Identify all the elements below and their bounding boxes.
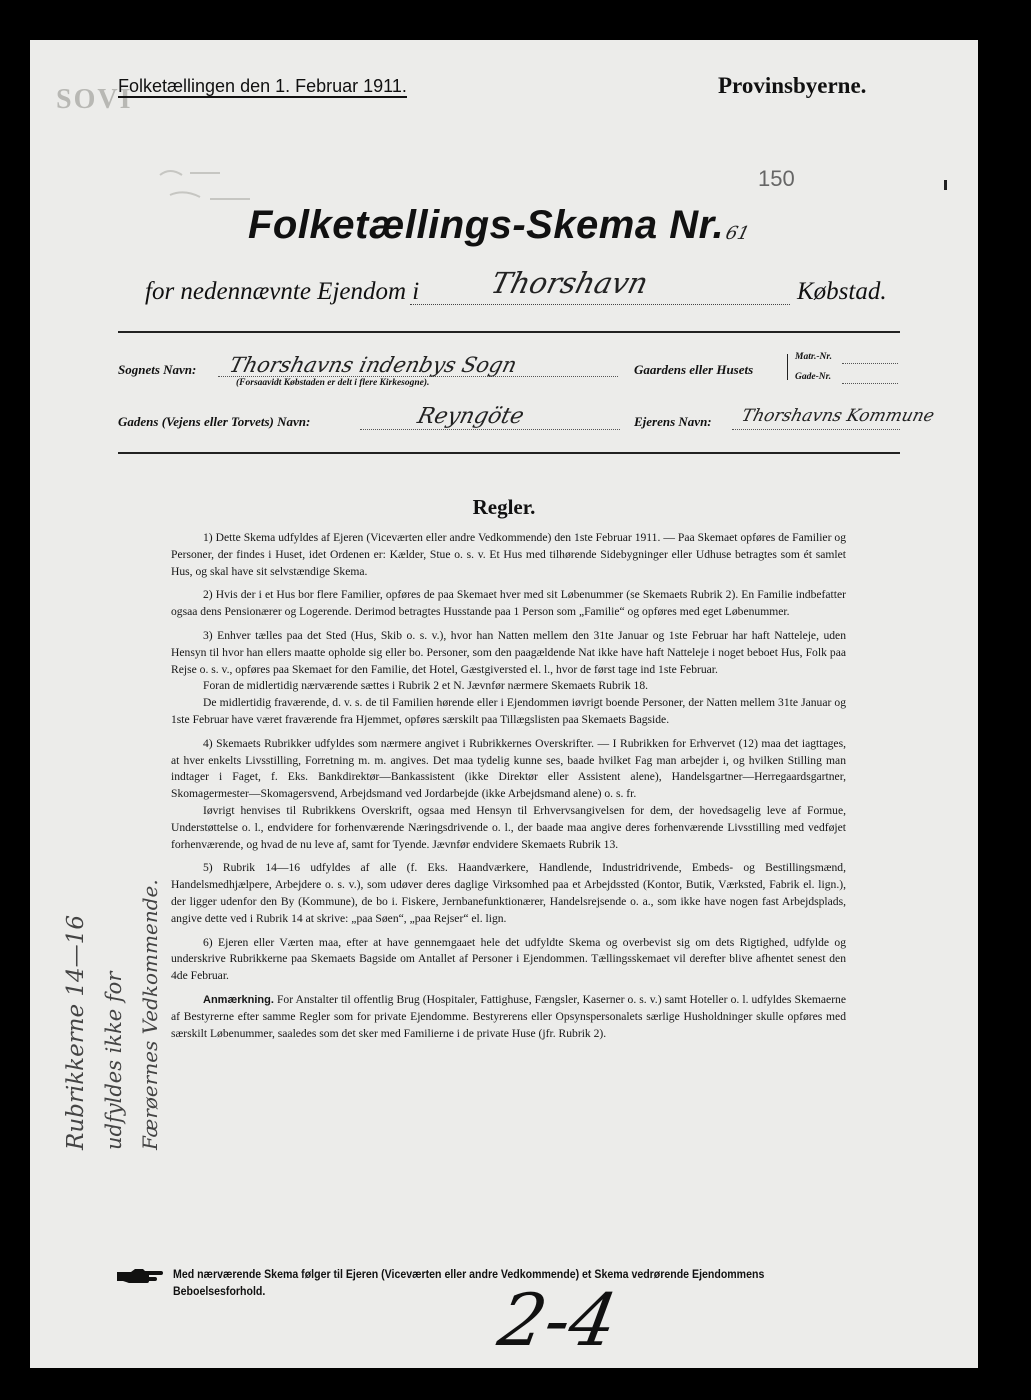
brace [787, 354, 791, 380]
divider-top [118, 331, 900, 333]
stamp-number: 150 [758, 166, 795, 191]
side-note-line-2: udfyldes ikke for [102, 971, 126, 1150]
owner-value-handwritten: Thorshavns Kommune [739, 406, 937, 426]
remark [171, 992, 846, 1042]
matr-nr-label: Matr.-Nr. [795, 352, 832, 362]
street-value-handwritten: Reyngöte [414, 404, 527, 429]
side-note-line-3: Færøernes Vedkommende. [138, 879, 162, 1150]
rule-3-midlertidig-naervaerende: Foran de midlertidig nærværende sættes i Rubrik 2 et N. Jævnfør nærmere Skemaets Rubrik 18. [203, 679, 649, 693]
town-handwritten: Thorshavn [487, 266, 652, 300]
property-suffix: Købstad. [797, 278, 887, 305]
rules-body [171, 530, 846, 1049]
gade-nr-label: Gade-Nr. [795, 372, 832, 382]
rule-4-continued: Iøvrigt henvises til Rubrikkens Overskrift, ogsaa med Hensyn til Erhvervsangivelsen for dem, der hovedsagelig leve af Formue, Understøttelse o. l., endvidere for forhenværende Næringsdrivende o. l., der baade maa angive deres forhenværende Livsstilling med vedføjet forhenværende, og hvad de nu leve af, samt for Tyende. Jævnfør endvidere Skemaets Rubrik 13. [171, 803, 846, 851]
region-header: Provinsbyerne. [718, 73, 867, 98]
side-note-line-1: Rubrikkerne 14—16 [63, 915, 89, 1150]
street-label: Gadens (Vejens eller Torvets) Navn: [118, 414, 311, 429]
owner-fill-line [732, 429, 900, 430]
farm-house-label: Gaardens eller Husets [634, 362, 754, 377]
bleed-through-text: SOVI [56, 84, 133, 115]
parish-value-handwritten: Thorshavns indenbys Sogn [227, 353, 520, 377]
margin-mark [944, 180, 947, 190]
owner-label: Ejerens Navn: [634, 414, 712, 429]
form-number-handwritten: 61 [723, 223, 752, 244]
rule-5: 5) Rubrik 14—16 udfyldes af alle (f. Eks. Haandværkere, Handlende, Industridrivende, Embeds- og Bestillingsmænd, Handelsmedhjælpere, Arbejdere o. s. v.), som udøver deres daglige Virksomhed paa et Arbejdssted (Kontor, Butik, Værksted, Fabrik el. lign.), der ligger udenfor den By (Kommune), de bo i. Fiskere, Jernbanefunktionærer, Handelsrejsende o. a., som ikke have nogen fast Arbejdsplads, angive dette ved i Rubrik 14 at skrive: „paa Søen“, „paa Rejser“ el. lign. [171, 861, 846, 925]
rule-3-midlertidig-fravaerende: De midlertidig fraværende, d. v. s. de til Familien hørende eller i Ejendommen iøvrigt boende Personer, der Natten mellem 31te Januar og 1ste Februar have været fraværende fra Hjemmet, opføres særskilt paa Tillægslisten paa Skemaets Bagside. [171, 696, 846, 726]
matr-nr-line [842, 363, 898, 364]
census-form-page [30, 40, 978, 1368]
remark-heading: Anmærkning. [203, 993, 274, 1006]
divider-bottom [118, 452, 900, 454]
census-date-header: Folketællingen den 1. Februar 1911. [118, 76, 407, 96]
handwritten-sheet-number: 2-4 [492, 1278, 624, 1362]
rules-heading: Regler. [472, 495, 536, 519]
rule-4: 4) Skemaets Rubrikker udfyldes som nærmere angivet i Rubrikkernes Overskrifter. — I Rubrikken for Erhvervet (12) maa det iagttages, at hver enkelts Livsstilling, Forretning m. m. angives. Det maa tydelig kunne ses, baade hvilket Fag man arbejder i, og hvilken Stilling man indtager i Faget, f. Eks. Bankdirektør—Bankassistent (ikke Direktør eller Assistent alene), Handelsgartner—Herregaardsgartner, Skomagermester—Skomagersvend, Arbejdsmand ved Jordarbejde (ikke Arbejdsmand alene) o. s. fr. [171, 736, 846, 801]
town-fill-line [410, 304, 790, 305]
rule-2: 2) Hvis der i et Hus bor flere Familier, opføres de paa Skemaet hver med sit Løbenummer (se Skemaets Rubrik 2). En Familie indbefatter ogsaa dens Pensionærer og Logerende. Derimod betragtes Husstande paa 1 Person som „Familie“ og opføres med eget Løbenummer. [171, 588, 846, 619]
parish-label: Sognets Navn: [118, 362, 197, 377]
street-fill-line [360, 429, 620, 430]
remark-body: For Anstalter til offentlig Brug (Hospitaler, Fattighuse, Fængsler, Kaserner o. s. v.) samt Hoteller o. l. udfyldes Skemaerne af Bestyrerne efter samme Regler som for private Ejendomme. Bestyrerens eller Opsynspersonalets særlige Husholdninger skulle opføres med særskilt Løbenummer, saaledes som det sker med Familierne i de private Huse (jfr. Rubrik 2). [171, 992, 846, 1040]
rule-1: 1) Dette Skema udfyldes af Ejeren (Viceværten eller andre Vedkommende) den 1ste Februar 1911. — Paa Skemaet opføres de Familier og Personer, der findes i Huset, idet Ordenen er: Kælder, Stue o. s. v. Et Hus med tilhørende Sidebygninger eller Udhuse betragtes som ét samlet Hus, og skal have sit selvstændige Skema. [171, 531, 846, 578]
parish-note: (Forsaavidt Købstaden er delt i flere Kirkesogne). [236, 378, 430, 388]
rule-3: 3) Enhver tælles paa det Sted (Hus, Skib o. s. v.), hvor han Natten mellem den 31te Januar og 1ste Februar har haft Natteleje, uden Hensyn til hvor han ellers maatte opholde sig eller bo. Personer, som den paagældende Nat ikke have haft Natteleje i noget beboet Hus, Folk paa Rejse o. s. v., opføres paa Skemaet for den Familie, det Hotel, Gæstgiversted el. l., hvor de først tage ind 1ste Februar. [171, 628, 846, 676]
form-title: Folketællings-Skema Nr. [248, 203, 725, 247]
pointing-hand-icon [115, 1266, 163, 1286]
rule-6: 6) Ejeren eller Værten maa, efter at have gennemgaaet hele det udfyldte Skema og overbevist sig om dets Rigtighed, udfylde og underskrive Rubrikkerne paa Skemaets Bagside om Antallet af Personer i Ejendommen. Tællingsskemaet vil derefter blive afhentet senest den 4de Februar. [171, 935, 846, 983]
footer-note: Med nærværende Skema følger til Ejeren (Viceværten eller andre Vedkommende) et Skema vedrørende Ejendommens Beboelsesforhold. [173, 1269, 765, 1298]
property-prefix: for nedennævnte Ejendom i [145, 278, 420, 305]
gade-nr-line [842, 383, 898, 384]
